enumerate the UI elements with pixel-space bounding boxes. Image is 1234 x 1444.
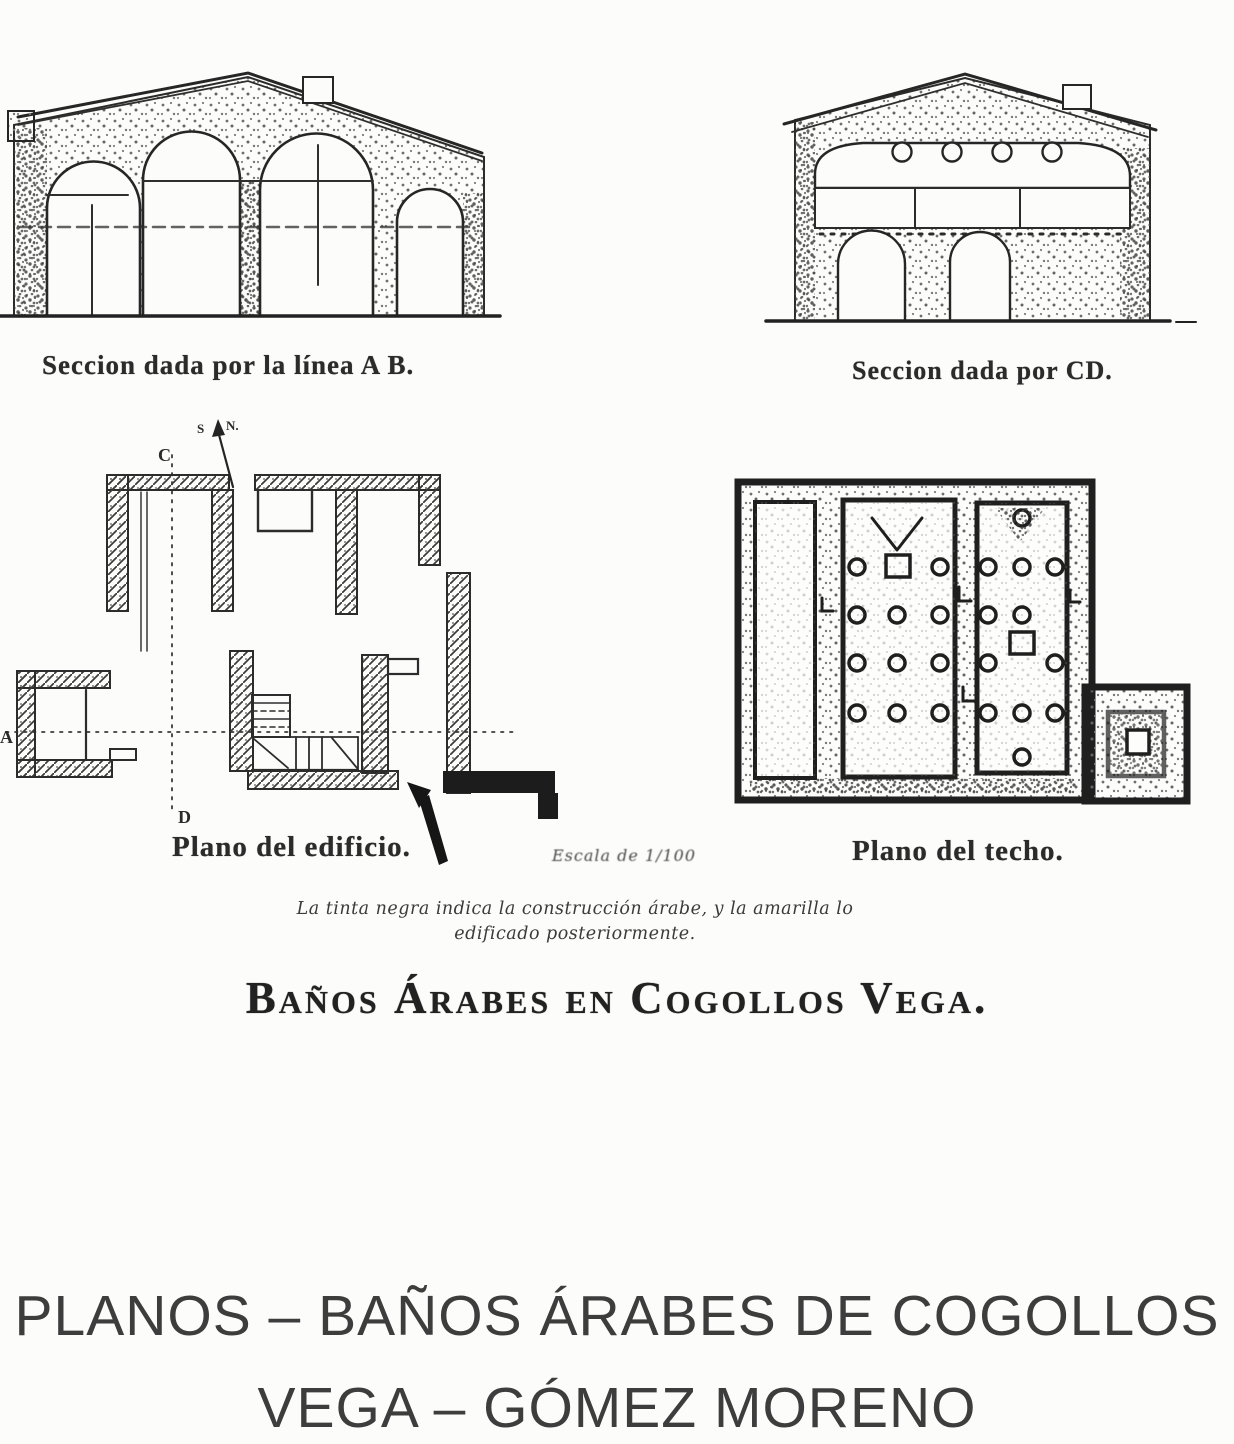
vault-skylight xyxy=(893,143,912,162)
vault-panel xyxy=(843,500,955,777)
plan-black-wall xyxy=(538,793,558,819)
annex-center-hole xyxy=(1127,730,1149,754)
building-plan-caption: Plano del edificio. xyxy=(172,831,411,863)
wall-stub xyxy=(388,659,418,674)
bottom-caption-line2: VEGA – GÓMEZ MORENO xyxy=(257,1376,977,1440)
ceiling-plan-drawing xyxy=(700,458,1220,823)
scale-pointer-arrow xyxy=(407,782,448,865)
annex-step xyxy=(110,749,136,760)
arch-opening xyxy=(950,232,1010,321)
vault-panel xyxy=(755,502,815,778)
plan-label-a: A xyxy=(0,727,13,747)
plan-label-c: C xyxy=(158,445,171,465)
bottom-caption-line1: PLANOS – BAÑOS ÁRABES DE COGOLLOS xyxy=(14,1284,1220,1348)
arch-opening xyxy=(260,134,373,317)
bottom-caption xyxy=(0,1270,1234,1444)
arch-opening xyxy=(47,162,140,317)
arch-opening xyxy=(143,132,240,317)
vault-skylight xyxy=(993,143,1012,162)
vault-skylight xyxy=(943,143,962,162)
plate-title: Baños Árabes en Cogollos Vega. xyxy=(245,973,989,1023)
scale-note: Escala de 1/100 xyxy=(552,846,697,865)
vault-opening xyxy=(815,143,1130,188)
building-plan-drawing xyxy=(0,413,580,873)
handwritten-note xyxy=(295,897,855,947)
plan-label-s: S xyxy=(197,421,205,436)
section-cd-drawing xyxy=(758,56,1198,356)
plan-label-n: N. xyxy=(226,418,239,433)
section-ab-drawing xyxy=(0,53,510,358)
section-cd-caption: Seccion dada por CD. xyxy=(852,356,1113,385)
basin-outline xyxy=(258,490,312,531)
roof-detail-block xyxy=(1063,85,1091,109)
roof-detail-block xyxy=(303,77,333,103)
vault-panel xyxy=(977,503,1067,773)
handwritten-note-line1: La tinta negra indica la construcción árabe, y la amarilla lo xyxy=(296,899,854,919)
arch-opening xyxy=(397,189,463,316)
cornice-band xyxy=(815,188,1130,228)
section-ab-caption: Seccion dada por la línea A B. xyxy=(42,350,415,380)
ceiling-plan-caption: Plano del techo. xyxy=(852,835,1064,867)
arch-opening xyxy=(838,231,905,322)
plan-label-d: D xyxy=(178,807,191,827)
handwritten-note-line2: edificado posteriormente. xyxy=(454,924,696,944)
vault-skylight xyxy=(1043,143,1062,162)
plan-black-wall xyxy=(443,771,555,793)
left-parapet-block xyxy=(8,111,34,141)
